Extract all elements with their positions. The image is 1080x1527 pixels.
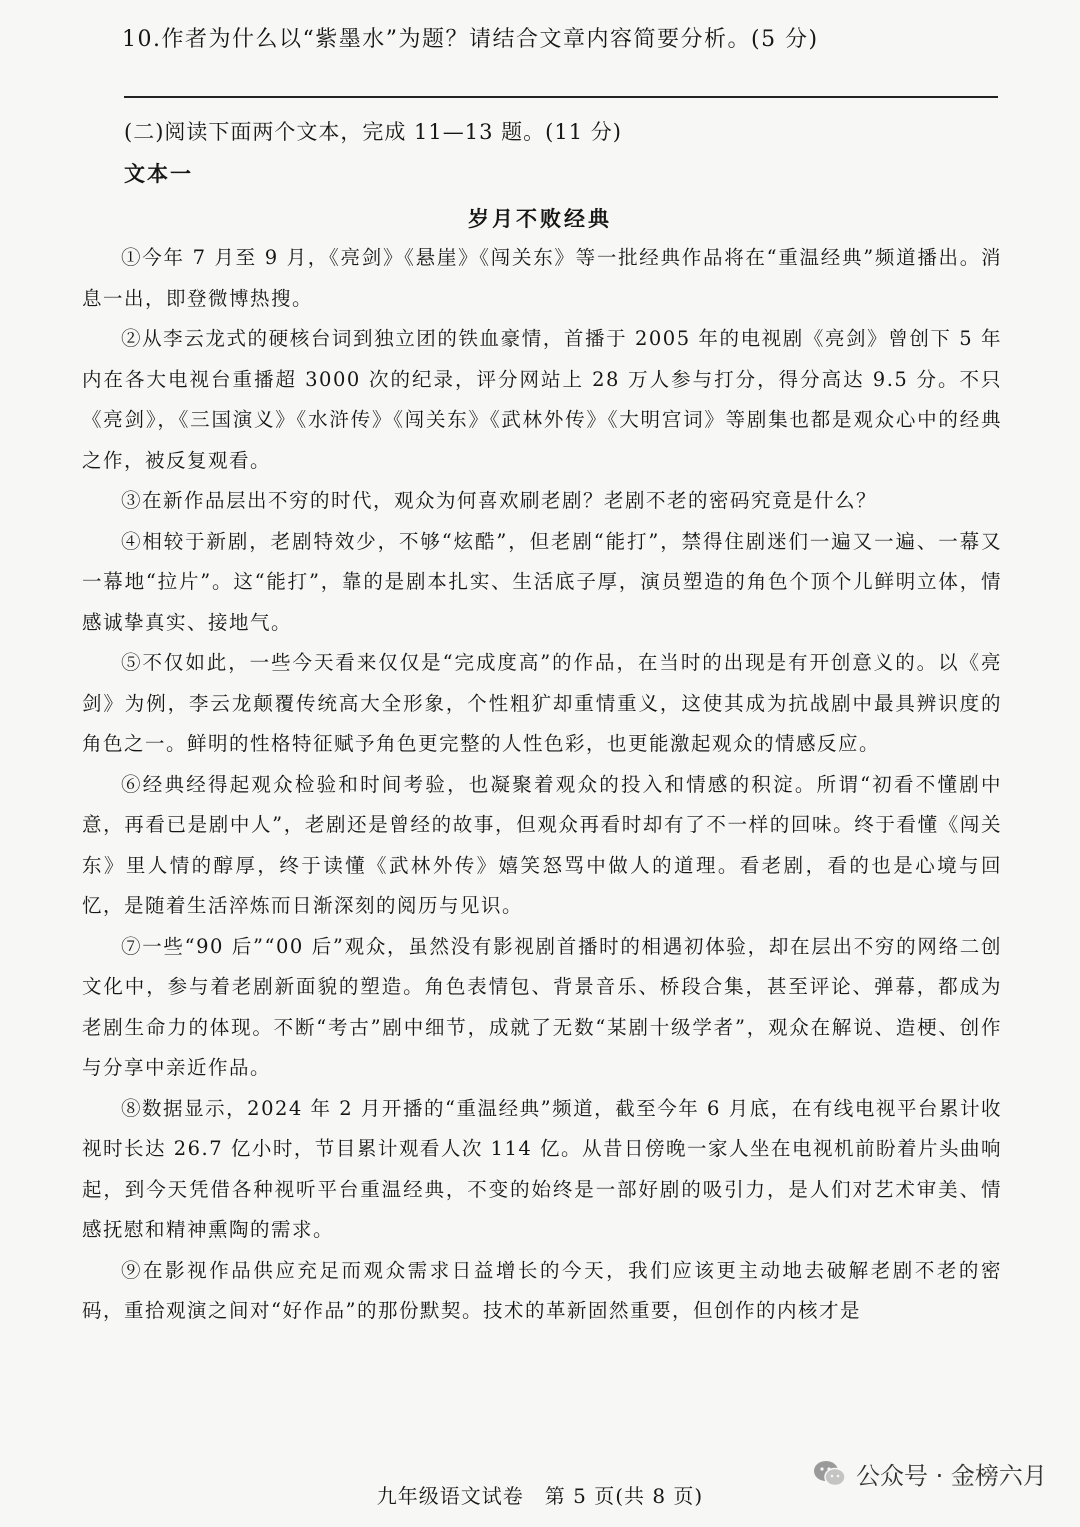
- article-body: [82, 238, 1002, 1332]
- answer-line: [124, 96, 998, 98]
- paragraph-9: ⑨在影视作品供应充足而观众需求日益增长的今天，我们应该更主动地去破解老剧不老的密码，重拾观演之间对“好作品”的那份默契。技术的革新固然重要，但创作的内核才是: [82, 1258, 1002, 1322]
- paragraph-2: ②从李云龙式的硬核台词到独立团的铁血豪情，首播于 2005 年的电视剧《亮剑》曾创下 5 年内在各大电视台重播超 3000 次的纪录，评分网站上 28 万人参与打分，得分高达 9.5 分。不只《亮剑》，《三国演义》《水浒传》《闯关东》《武林外传》《大明宫词》等剧集也都是观众心中的经典之作，被反复观看。: [82, 327, 1002, 472]
- paragraph-4: ④相较于新剧，老剧特效少，不够“炫酷”，但老剧“能打”，禁得住剧迷们一遍又一遍、一幕又一幕地“拉片”。这“能打”，靠的是剧本扎实、生活底子厚，演员塑造的角色个顶个儿鲜明立体，情感诚挚真实、接地气。: [82, 529, 1002, 634]
- watermark: [812, 1456, 1047, 1491]
- paragraph-7: ⑦一些“90 后”“00 后”观众，虽然没有影视剧首播时的相遇初体验，却在层出不穷的网络二创文化中，参与着老剧新面貌的塑造。角色表情包、背景音乐、桥段合集，甚至评论、弹幕，都成为老剧生命力的体现。不断“考古”剧中细节，成就了无数“某剧十级学者”，观众在解说、造梗、创作与分享中亲近作品。: [82, 934, 1002, 1079]
- paragraph-5: ⑤不仅如此，一些今天看来仅仅是“完成度高”的作品，在当时的出现是有开创意义的。以《亮剑》为例，李云龙颠覆传统高大全形象，个性粗犷却重情重义，这使其成为抗战剧中最具辨识度的角色之一。鲜明的性格特征赋予角色更完整的人性色彩，也更能激起观众的情感反应。: [82, 651, 1002, 755]
- article-title: 岁月不败经典: [468, 206, 612, 231]
- text-label: 文本一: [124, 161, 193, 186]
- question-10: 10.作者为什么以“紫墨水”为题？请结合文章内容简要分析。(5 分): [122, 27, 819, 52]
- wechat-icon: [812, 1459, 848, 1489]
- paragraph-1: ①今年 7 月至 9 月，《亮剑》《悬崖》《闯关东》等一批经典作品将在“重温经典”频道播出。消息一出，即登微博热搜。: [82, 246, 1002, 310]
- paragraph-8: ⑧数据显示，2024 年 2 月开播的“重温经典”频道，截至今年 6 月底，在有线电视平台累计收视时长达 26.7 亿小时，节目累计观看人次 114 亿。从昔日傍晚一家人坐在电视机前盼着片头曲响起，到今天凭借各种视听平台重温经典，不变的始终是一部好剧的吸引力，是人们对艺术审美、情感抚慰和精神熏陶的需求。: [82, 1096, 1002, 1241]
- page-footer: 九年级语文试卷 第 5 页(共 8 页): [376, 1484, 704, 1508]
- paragraph-6: ⑥经典经得起观众检验和时间考验，也凝聚着观众的投入和情感的积淀。所谓“初看不懂剧中意，再看已是剧中人”，老剧还是曾经的故事，但观众再看时却有了不一样的回味。终于看懂《闯关东》里人情的醇厚，终于读懂《武林外传》嬉笑怒骂中做人的道理。看老剧，看的也是心境与回忆，是随着生活淬炼而日渐深刻的阅历与见识。: [82, 772, 1002, 917]
- section-heading: (二)阅读下面两个文本，完成 11—13 题。(11 分): [124, 120, 622, 144]
- paragraph-3: ③在新作品层出不穷的时代，观众为何喜欢刷老剧？老剧不老的密码究竟是什么？: [121, 489, 878, 512]
- watermark-text: 公众号 · 金榜六月: [856, 1462, 1047, 1490]
